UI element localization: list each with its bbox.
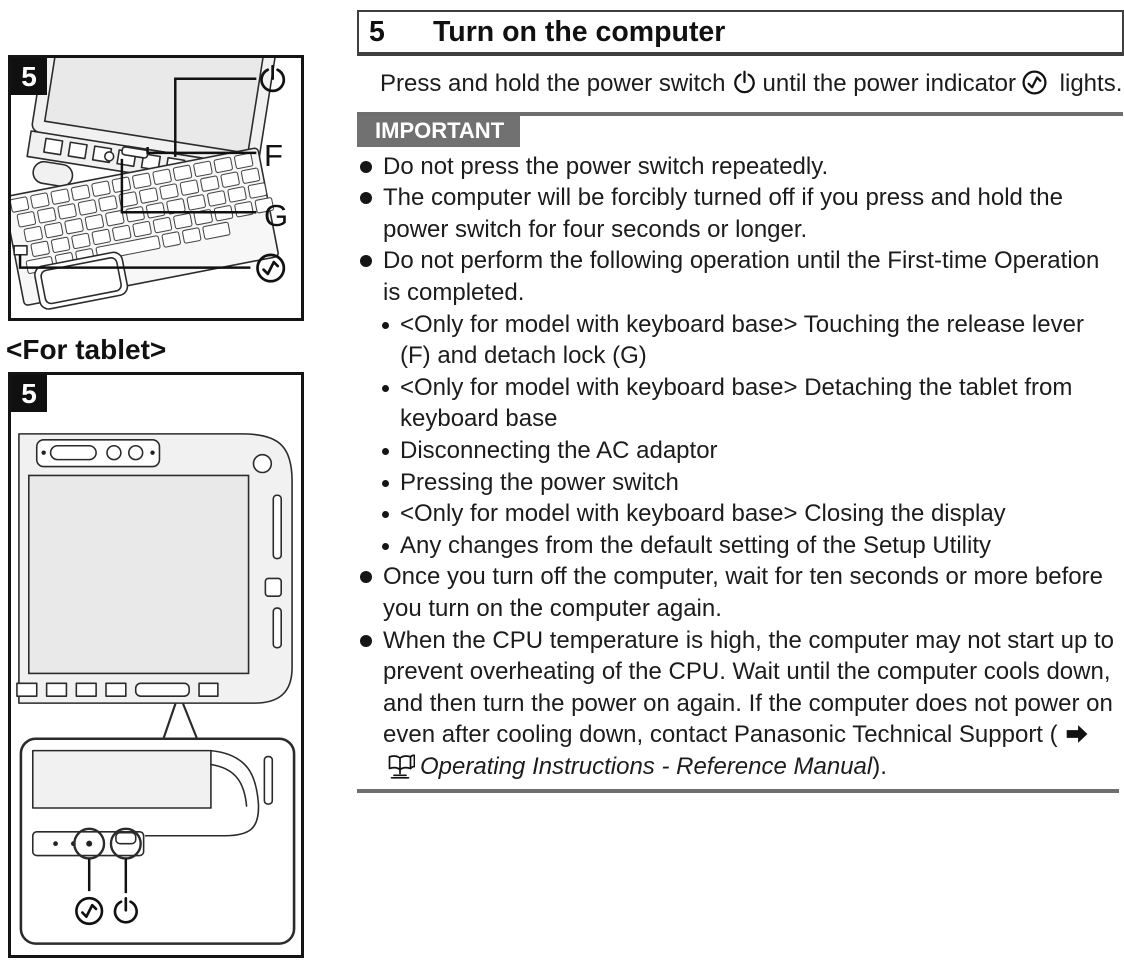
step-number-badge: 5	[11, 375, 47, 412]
label-g: G	[264, 198, 289, 233]
list-item	[357, 151, 1124, 183]
figure-laptop	[8, 55, 304, 321]
sub-bullet-dot	[382, 448, 389, 455]
bullet-dot	[360, 161, 372, 173]
power-switch-button	[116, 833, 136, 844]
tablet-caption: <For tablet>	[6, 334, 167, 365]
sub-bullet-dot	[382, 322, 389, 329]
list-item-suffix: ).	[872, 752, 887, 780]
sub-item-text: Any changes from the default setting of the Setup Utility	[400, 531, 991, 559]
figure-tablet	[8, 372, 304, 958]
sub-list-item	[380, 372, 1118, 435]
important-section	[357, 112, 1124, 794]
intro-text-3: lights.	[1059, 70, 1123, 97]
sub-list-item	[380, 498, 1118, 530]
list-item	[357, 182, 1124, 245]
sub-bullet-dot	[382, 385, 389, 392]
intro-text-1: Press and hold the power switch	[380, 70, 726, 97]
bullet-dot	[360, 255, 372, 267]
list-item	[357, 561, 1124, 624]
list-item-text: When the CPU temperature is high, the computer may not start up to prevent overheating of the CPU. Wait until the computer cools down, and then turn the power on again. If the computer does not power on even after cooling down, contact Panasonic Technical Support (	[383, 626, 1115, 749]
sub-item-text: Pressing the power switch	[400, 468, 679, 496]
instruction-column	[357, 0, 1124, 793]
list-item	[357, 245, 1124, 561]
power-switch-icon	[731, 69, 758, 96]
power-indicator-icon	[257, 255, 283, 281]
bullet-dot	[360, 635, 372, 647]
list-item-text: The computer will be forcibly turned off if you press and hold the power switch for four seconds or longer.	[383, 184, 1063, 243]
sub-bullet-dot	[382, 511, 389, 518]
reference-title: Operating Instructions - Reference Manual	[420, 752, 873, 780]
bullet-dot	[360, 192, 372, 204]
section-heading	[357, 10, 1124, 56]
label-f: F	[264, 138, 283, 173]
sub-list-item	[380, 530, 1118, 562]
intro-text-2: until the power indicator	[762, 70, 1016, 97]
sub-list-item	[380, 309, 1118, 372]
callout-pointer	[163, 704, 197, 739]
sub-item-text: <Only for model with keyboard base> Closing the display	[400, 500, 1006, 528]
section-title: Turn on the computer	[433, 15, 726, 48]
list-item-text: Do not perform the following operation until the First-time Operation is completed.	[383, 247, 1100, 306]
sub-item-text: <Only for model with keyboard base> Detaching the tablet from keyboard base	[400, 373, 1073, 433]
laptop-hinge	[32, 160, 74, 188]
list-item	[357, 625, 1124, 783]
sub-bullet-dot	[382, 480, 389, 487]
section-number: 5	[369, 15, 385, 48]
sub-list-item	[380, 435, 1118, 467]
power-indicator-led	[86, 841, 92, 847]
list-item-text: Once you turn off the computer, wait for ten seconds or more before you turn on the computer again.	[383, 563, 1103, 622]
section-bottom-rule	[357, 789, 1119, 793]
sub-item-text: <Only for model with keyboard base> Touching the release lever (F) and detach lock (G)	[400, 310, 1084, 370]
tablet-screen	[29, 475, 249, 673]
sub-list	[380, 309, 1118, 562]
list-item-text: Do not press the power switch repeatedly.	[383, 152, 829, 180]
reference-manual-icon	[385, 752, 415, 779]
sub-item-text: Disconnecting the AC adaptor	[400, 436, 718, 464]
important-list	[357, 151, 1124, 783]
arrow-right-icon	[1064, 721, 1090, 747]
power-indicator-icon	[1021, 69, 1048, 96]
sub-bullet-dot	[382, 543, 389, 550]
power-indicator-led	[14, 246, 27, 255]
laptop-illustration	[11, 58, 301, 318]
step-number-badge: 5	[11, 58, 47, 95]
camera-icon	[253, 455, 271, 473]
tablet-illustration	[11, 375, 301, 955]
sub-list-item	[380, 467, 1118, 499]
bullet-dot	[360, 571, 372, 583]
intro-paragraph	[380, 68, 1124, 100]
important-badge: IMPORTANT	[357, 116, 520, 147]
